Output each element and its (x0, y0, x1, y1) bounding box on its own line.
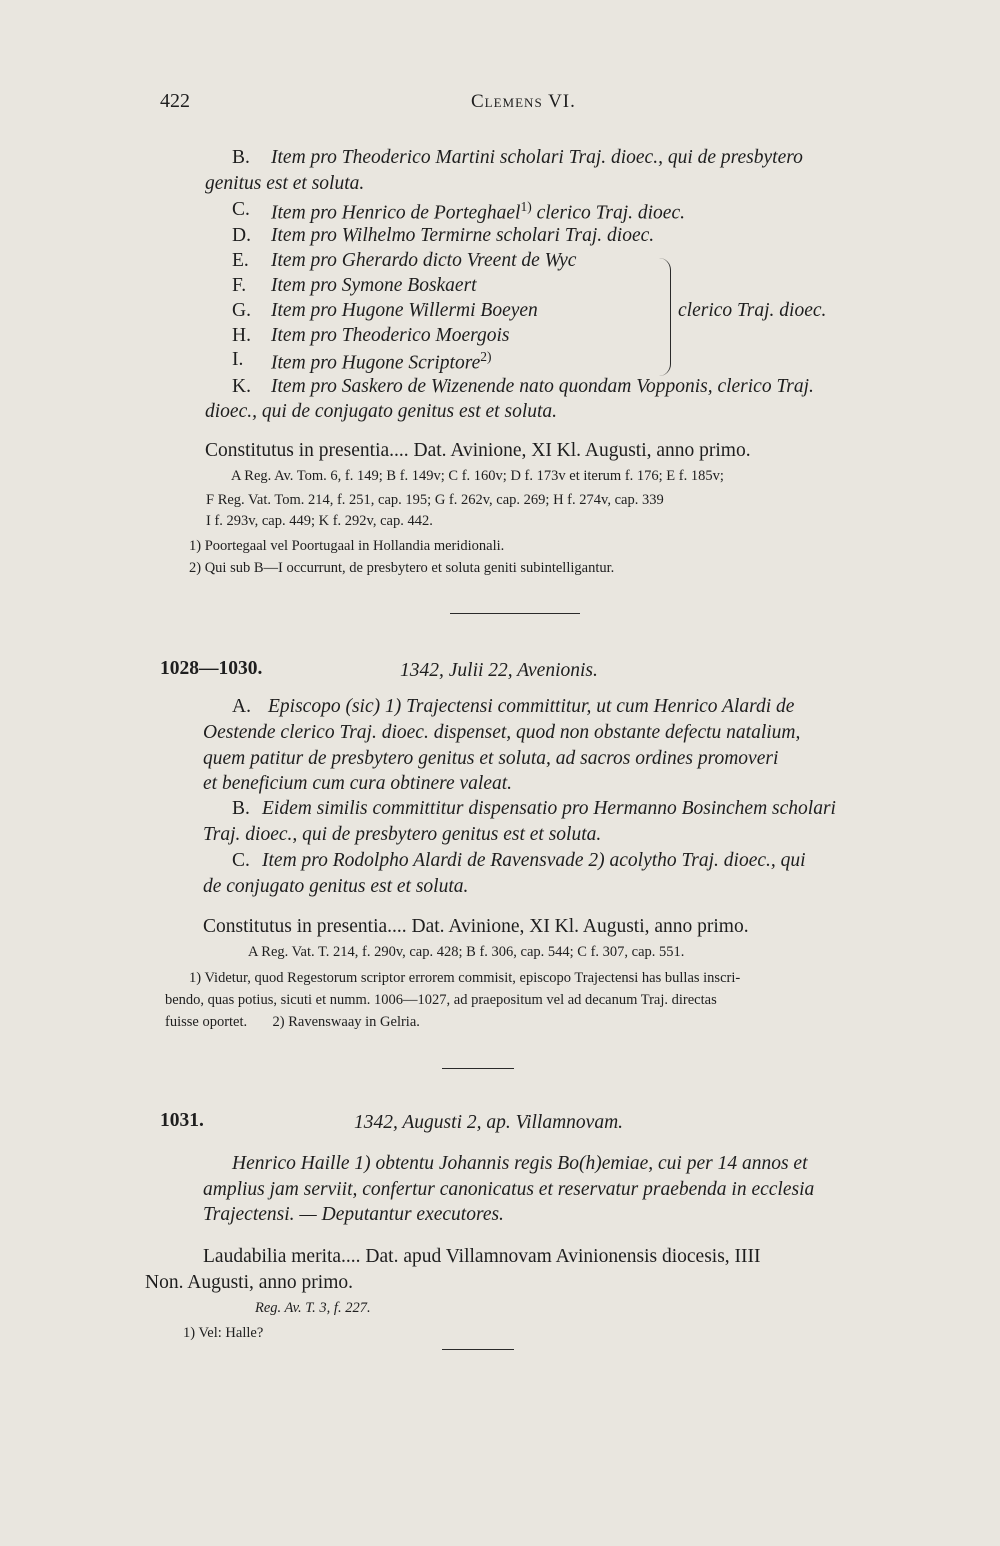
footnote-1028-line2: bendo, quas potius, sicuti et numm. 1006—1027, ad praepositum vel ad decanum Traj. directas (165, 992, 717, 1008)
sources-1027-line3: I f. 293v, cap. 449; K f. 292v, cap. 442. (206, 513, 433, 529)
item-c-text: Item pro Henrico de Porteghael (271, 202, 521, 224)
doc-number-1028: 1028—1030. (160, 658, 263, 679)
separator-rule-1 (450, 613, 580, 614)
doc1028-c-line2: de conjugato genitus est et soluta. (203, 876, 469, 897)
item-letter-e: E. (232, 250, 249, 271)
item-letter-k: K. (232, 376, 251, 397)
doc1028-letter-b: B. (232, 798, 250, 819)
doc1031-line3: Trajectensi. — Deputantur executores. (203, 1204, 504, 1225)
sources-1027-line2: F Reg. Vat. Tom. 214, f. 251, cap. 195; G f. 262v, cap. 269; H f. 274v, cap. 339 (206, 492, 664, 508)
item-b-line2: genitus est et soluta. (205, 173, 365, 194)
doc-date-1028: 1342, Julii 22, Avenionis. (400, 660, 598, 681)
item-e-text: Item pro Gherardo dicto Vreent de Wyc (271, 250, 577, 271)
footnote-1028-line3: fuisse oportet. 2) Ravenswaay in Gelria. (165, 1014, 420, 1030)
formula-1031-line1: Laudabilia merita.... Dat. apud Villamnovam Avinionensis diocesis, IIII (203, 1246, 761, 1267)
sources-1027-line1: A Reg. Av. Tom. 6, f. 149; B f. 149v; C f. 160v; D f. 173v et iterum f. 176; E f. 185v; (231, 468, 724, 484)
doc1028-c-line1: Item pro Rodolpho Alardi de Ravensvade 2) acolytho Traj. dioec., qui (262, 850, 806, 871)
item-c-tail: clerico Traj. dioec. (536, 202, 685, 224)
doc1028-b-line1: Eidem similis committitur dispensatio pro Hermanno Bosinchem scholari (262, 798, 836, 819)
item-letter-i: I. (232, 349, 244, 370)
formula-1027: Constitutus in presentia.... Dat. Avinione, XI Kl. Augusti, anno primo. (205, 440, 751, 461)
doc1028-letter-c: C. (232, 850, 250, 871)
item-i-line (271, 349, 491, 375)
item-h-text: Item pro Theoderico Moergois (271, 325, 510, 346)
item-f-text: Item pro Symone Boskaert (271, 275, 477, 296)
item-letter-c: C. (232, 199, 250, 220)
item-i-text: Item pro Hugone Scriptore (271, 352, 481, 374)
footnote-1028-line1: 1) Videtur, quod Regestorum scriptor errorem commisit, episcopo Trajectensi has bullas inscri- (189, 970, 741, 986)
doc1028-a-line2: Oestende clerico Traj. dioec. dispenset, quod non obstante defectu natalium, (203, 722, 801, 743)
separator-rule-3 (442, 1349, 514, 1350)
doc-number-1031: 1031. (160, 1110, 204, 1131)
running-title: Clemens VI. (471, 91, 576, 112)
grouping-brace (652, 258, 671, 376)
separator-rule-2 (442, 1068, 514, 1069)
doc1028-a-line4: et beneficium cum cura obtinere valeat. (203, 773, 513, 794)
doc1031-line1: Henrico Haille 1) obtentu Johannis regis Bo(h)emiae, cui per 14 annos et (232, 1153, 808, 1174)
doc1028-a-line3: quem patitur de presbytero genitus et soluta, ad sacros ordines promoveri (203, 748, 779, 769)
doc1028-b-line2: Traj. dioec., qui de presbytero genitus est et soluta. (203, 824, 602, 845)
brace-text: clerico Traj. dioec. (678, 300, 827, 321)
item-b-line1: Item pro Theoderico Martini scholari Traj. dioec., qui de presbytero (271, 147, 803, 168)
doc1028-a-line1: Episcopo (sic) 1) Trajectensi committitur, ut cum Henrico Alardi de (268, 696, 795, 717)
doc1028-letter-a: A. (232, 696, 251, 717)
page-number: 422 (160, 90, 190, 112)
item-k-line1: Item pro Saskero de Wizenende nato quondam Vopponis, clerico Traj. (271, 376, 814, 397)
footnote-ref-1: 1) (520, 199, 532, 214)
item-letter-d: D. (232, 225, 251, 246)
item-letter-h: H. (232, 325, 251, 346)
footnote-1031: 1) Vel: Halle? (183, 1325, 264, 1341)
item-letter-f: F. (232, 275, 247, 296)
item-c-line (271, 199, 685, 225)
sources-1028: A Reg. Vat. T. 214, f. 290v, cap. 428; B f. 306, cap. 544; C f. 307, cap. 551. (248, 944, 685, 960)
item-letter-g: G. (232, 300, 251, 321)
item-k-line2: dioec., qui de conjugato genitus est et soluta. (205, 401, 558, 422)
footnote-1027-2: 2) Qui sub B—I occurrunt, de presbytero et soluta geniti subintelligantur. (189, 560, 615, 576)
footnote-ref-2: 2) (480, 349, 492, 364)
sources-1031: Reg. Av. T. 3, f. 227. (255, 1300, 371, 1316)
formula-1028: Constitutus in presentia.... Dat. Avinione, XI Kl. Augusti, anno primo. (203, 916, 749, 937)
formula-1031-line2: Non. Augusti, anno primo. (145, 1272, 353, 1293)
item-letter-b: B. (232, 147, 250, 168)
doc-date-1031: 1342, Augusti 2, ap. Villamnovam. (354, 1112, 624, 1133)
footnote-1027-1: 1) Poortegaal vel Poortugaal in Hollandia meridionali. (189, 538, 505, 554)
item-g-text: Item pro Hugone Willermi Boeyen (271, 300, 538, 321)
doc1031-line2: amplius jam serviit, confertur canonicatus et reservatur praebenda in ecclesia (203, 1179, 815, 1200)
item-d-text: Item pro Wilhelmo Termirne scholari Traj. dioec. (271, 225, 655, 246)
